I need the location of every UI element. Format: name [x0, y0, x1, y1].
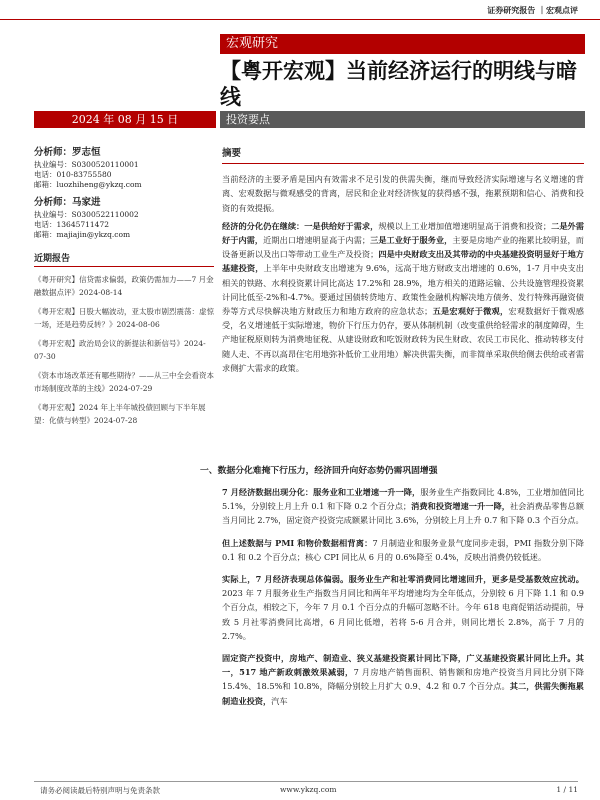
bold-lead: 7 月经济数据出现分化：服务业和工业增速一升一降， — [222, 487, 421, 497]
bold-lead: 五是宏观好于微观， — [432, 306, 509, 317]
analyst-phone: 电话：13645711472 — [34, 220, 109, 229]
text-span: 汽车 — [271, 695, 288, 706]
recent-report-link[interactable]: 《资本市场改革还有哪些期待？——从三中全会看资本市场制度改革的主线》2024-07-29 — [34, 371, 214, 393]
abstract-paragraph: 当前经济的主要矛盾是国内有效需求不足引发的供需失衡，继而导致经济实际增速与名义增速的背离、宏观数据与微观感受的背离，居民和企业对经济恢复的获得感不强，拖累预期和信心、消费和投资的有效提振。 — [222, 174, 584, 213]
header-divider — [0, 19, 600, 20]
analyst-block — [34, 198, 214, 240]
bold-lead: 固定资产投资中，房地产、制造业、狭义基建投资累计同比下降，广义基建投资累计同比上升。其一，517 地产新政刺激效果减弱， — [222, 653, 584, 678]
body-paragraph — [222, 485, 584, 528]
bold-lead: 三是工业好于服务业， — [370, 235, 453, 246]
footer-divider — [34, 781, 578, 782]
report-date: 2024 年 08 月 15 日 — [34, 111, 216, 128]
footer-disclaimer: 请务必阅读最后特别声明与免责条款 — [40, 786, 160, 795]
recent-report-link[interactable]: 《粤开宏观】2024 年上半年城投债回顾与下半年展望：化债与转型》2024-07-28 — [34, 403, 206, 425]
recent-report-link[interactable]: 《粤开研究】信贷需求偏弱，政策仍需加力——7 月金融数据点评》2024-08-14 — [34, 275, 214, 297]
body-section — [222, 477, 584, 708]
text-span: 上半年中央财政支出增速为 9.6%，远高于地方财政支出增速的 0.6%，1-7 月中央支出相关的铁路、水利投资累计同比高达 17.2%和 28.9%，地方相关的道路运输、公共设施管理投资累计同比低至-2%和-4.7%。要通过国债转贷地方、政策性金融机构解决地方债务、发行特殊再融资债券等方式尽快解决地方财政压力和地方政府的应急状态； — [222, 263, 584, 317]
bold-lead: 二是外需好于内需， — [222, 220, 584, 246]
text-span: 近期出口增速明显高于内需； — [263, 235, 371, 246]
text-span: 2023 年 7 月服务业生产指数当月同比和两年平均增速均为全年低点，分别较 6 月下降 1.1 和 0.9 个百分点，相较之下，今年 7 月 0.1 个百分点的升幅可忽略不计。今年 618 电商促销活动提前，导致 5 月社零消费同比高增，6 月同比低增，若将 5-6 月合并，则同比增长 2.8%，高于 7 月的 2.7%。 — [222, 588, 584, 641]
bold-lead: 实际上，7 月经济表现总体偏弱。服务业生产和社零消费同比增速回升，更多是受基数效应扰动。 — [222, 574, 584, 585]
analyst-phone: 电话：010-83755580 — [34, 170, 112, 179]
analyst-name: 分析师：罗志恒 — [34, 147, 101, 158]
text-span: 服务业生产指数同比 4.8%，工业增加值同比 5.1%，分别较上月上升 0.1 和下降 0.2 个百分点； — [222, 487, 584, 512]
text-span: 社会消费品零售总额当月同比 2.7%，固定资产投资完成额累计同比 3.6%，分别较上月上升 0.7 和下降 0.3 个百分点。 — [222, 501, 584, 526]
bold-lead: 经济的分化仍在继续：一是供给好于需求， — [222, 220, 379, 231]
abstract-paragraph — [222, 219, 584, 375]
recent-reports-title: 近期报告 — [34, 254, 214, 267]
body-paragraph — [222, 572, 584, 643]
analyst-license: 执业编号：S0300522110002 — [34, 210, 139, 219]
analyst-email[interactable]: 邮箱：majiajin@ykzq.com — [34, 230, 131, 239]
section-heading: 一、数据分化难掩下行压力，经济回升向好态势仍需巩固增强 — [200, 466, 438, 476]
page-title: 【粤开宏观】当前经济运行的明线与暗线 — [220, 59, 577, 109]
text-span: 7 月房地产销售面积、销售额和房地产投资当月同比分别下降 15.4%、18.5%和 10.8%，降幅分别较上月扩大 0.9、4.2 和 0.7 个百分点。 — [222, 667, 584, 692]
bold-lead: 消费和投资增速一升一降， — [411, 501, 510, 512]
footer-website[interactable]: www.ykzq.com — [280, 785, 337, 794]
bold-lead: 四是中央财政支出及其带动的中央基建投资明显好于地方基建投资， — [222, 249, 584, 274]
abstract-section — [222, 147, 584, 375]
body-paragraph — [222, 651, 584, 708]
bold-lead: 其二，供需失衡拖累制造业投资， — [222, 681, 584, 706]
recent-report-link[interactable]: 《粤开宏观】政治局会议的新提法和新信号》2024-07-30 — [34, 339, 206, 361]
analyst-name: 分析师：马家进 — [34, 197, 101, 208]
analyst-email[interactable]: 邮箱：luozhiheng@ykzq.com — [34, 180, 142, 189]
text-span: 主要是房地产业的拖累比较明显，而设备更新以及出口等带动工业生产及投资； — [222, 235, 584, 260]
text-span: 7 月制造业和服务业景气度同步走弱，PMI 指数分别下降 0.1 和 0.2 个百分点；核心 CPI 同比从 6 月的 0.6%降至 0.4%，反映出消费仍较低迷。 — [222, 537, 584, 562]
category-label: 宏观研究 — [220, 34, 585, 54]
abstract-title: 摘要 — [222, 147, 584, 164]
bold-lead: 但上述数据与 PMI 和物价数据相背离： — [222, 537, 373, 548]
text-span: 规模以上工业增加值增速明显高于消费和投资； — [378, 220, 552, 231]
page-number: 1 / 11 — [556, 785, 578, 794]
body-paragraph — [222, 536, 584, 564]
analyst-sidebar — [34, 148, 214, 427]
analyst-license: 执业编号：S0300520110001 — [34, 160, 139, 169]
analyst-block — [34, 148, 214, 190]
section-bar: 投资要点 — [220, 111, 585, 128]
report-type-header: 证券研究报告 ｜宏观点评 — [487, 6, 578, 15]
recent-report-link[interactable]: 《粤开宏观】日股大幅波动，亚太股市剧烈震荡：虚惊一场，还是趋势反转？》2024-08-06 — [34, 307, 214, 329]
text-span: 宏观数据好于微观感受，名义增速低于实际增速，物价下行压力仍存，要从体制机制（改变重供给轻需求的制度障碍，生产地征税原则转为消费地征税、从建设财政和吃饭财政转为民生财政、农民工市民化、推动转移支付随人走、不再以高昂住宅用地弥补低价工业用地）解决供需失衡，而非简单采取供给侧去供给或者需求侧扩大需求的政策。 — [222, 306, 584, 373]
